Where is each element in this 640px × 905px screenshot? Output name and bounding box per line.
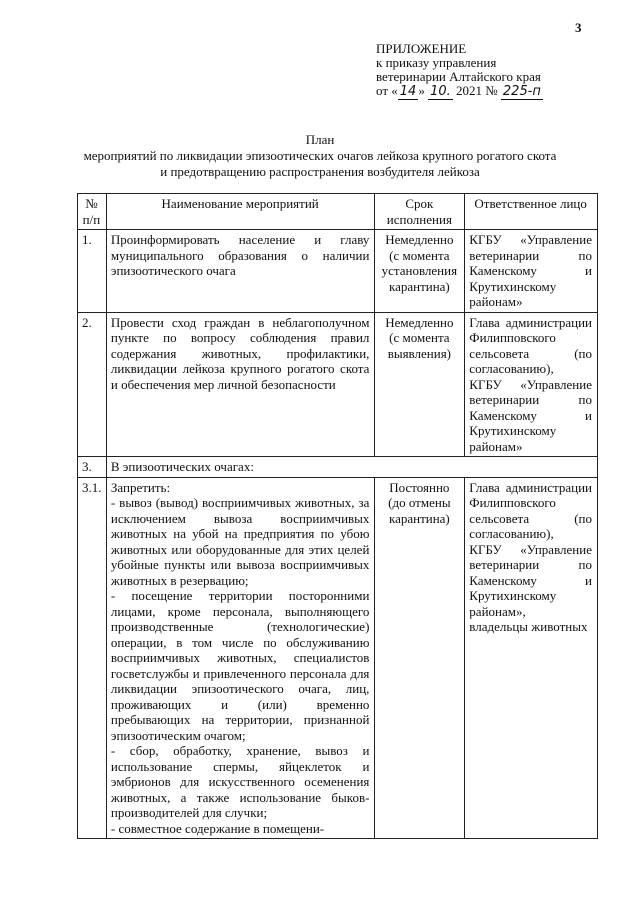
header-responsible: Ответственное лицо — [465, 194, 598, 230]
action-line: Запретить: — [110, 479, 171, 495]
responsible-part: КГБУ «Управление ветеринарии по Каменскому и Крутихинскому районам» — [469, 376, 592, 454]
date-day-handwritten: 14 — [399, 84, 417, 99]
table-row — [78, 312, 598, 457]
row-responsible: КГБУ «Управление ветеринарии по Каменскому и Крутихинскому районам» — [465, 230, 598, 313]
responsible-part: Глава администрации Филипповского сельсовета (по согласованию), — [469, 314, 592, 376]
action-line: - посещение территории посторонними лицами, кроме персонала, выполняющего производственные (технологические) операции, в том числе по обслуживанию восприимчивых животных, специалистов госветслужбы и привлеченного персонала для ликвидации эпизоотического очага, лиц, проживающих и (или) временно пребывающих на территории, признанной эпизоотическим очагом; — [110, 588, 370, 743]
action-line: - сбор, обработку, хранение, вывоз и использование спермы, яйцеклеток и эмбрионов для искусственного осеменения животных, а также использование быков-производителей для случки; — [110, 743, 370, 820]
appendix-title: ПРИЛОЖЕНИЕ — [376, 41, 467, 56]
action-line: - совместное содержание в помещени- — [110, 820, 325, 836]
date-prefix: от « — [376, 83, 398, 98]
page-number: 3 — [575, 20, 582, 35]
row-responsible — [465, 312, 598, 457]
row-term: Немедленно (с момента выявления) — [375, 312, 465, 457]
header-term: Срок исполнения — [375, 194, 465, 230]
title-line-2: мероприятий по ликвидации эпизоотических очагов лейкоза крупного рогатого скота — [83, 148, 557, 163]
header-action: Наименование мероприятий — [106, 194, 375, 230]
appendix-block — [376, 42, 543, 99]
title-line-1: План — [305, 132, 335, 147]
row-number: 3. — [78, 457, 107, 478]
row-responsible — [465, 477, 598, 839]
table-row — [78, 477, 598, 839]
row-action: Проинформировать население и главу муниципального образования о наличии эпизоотического очага — [106, 230, 375, 313]
appendix-line-2: ветеринарии Алтайского края — [376, 69, 541, 84]
appendix-line-1: к приказу управления — [376, 55, 497, 70]
row-action: В эпизоотических очагах: — [106, 457, 597, 478]
row-number: 1. — [78, 230, 107, 313]
row-action — [106, 477, 375, 839]
date-month-handwritten: 10. — [430, 84, 451, 99]
action-line: - вывоз (вывод) восприимчивых животных, за исключением вывоза восприимчивых животных на убой на предприятия по убою животных или оборудованные для этих целей убойные пункты или вывоза восприимчивых животных в резервацию; — [110, 495, 370, 588]
title-line-3: и предотвращению распространения возбудителя лейкоза — [160, 164, 480, 179]
appendix-date-line — [376, 84, 543, 99]
date-year: 2021 № — [456, 83, 498, 98]
responsible-part: Глава администрации Филипповского сельсовета (по согласованию), — [469, 479, 592, 541]
row-number: 3.1. — [78, 477, 107, 839]
row-term: Немедленно (с момента установления карантина) — [375, 230, 465, 313]
header-number: № п/п — [78, 194, 107, 230]
row-number: 2. — [78, 312, 107, 457]
table-row — [78, 457, 598, 478]
date-mid: » — [418, 83, 425, 98]
row-term: Постоянно (до отмены карантина) — [375, 477, 465, 839]
table-row — [78, 230, 598, 313]
responsible-part: КГБУ «Управление ветеринарии по Каменскому и Крутихинскому районам», — [469, 541, 592, 619]
plan-table — [77, 193, 598, 839]
row-action: Провести сход граждан в неблагополучном пункте по вопросу соблюдения правил содержания животных, профилактики, ликвидации лейкоза крупного рогатого скота и обеспечения мер личной безопасности — [106, 312, 375, 457]
document-title — [0, 132, 640, 180]
order-number-handwritten: 225-п — [502, 84, 541, 99]
table-header-row — [78, 194, 598, 230]
responsible-part: владельцы животных — [469, 619, 588, 634]
